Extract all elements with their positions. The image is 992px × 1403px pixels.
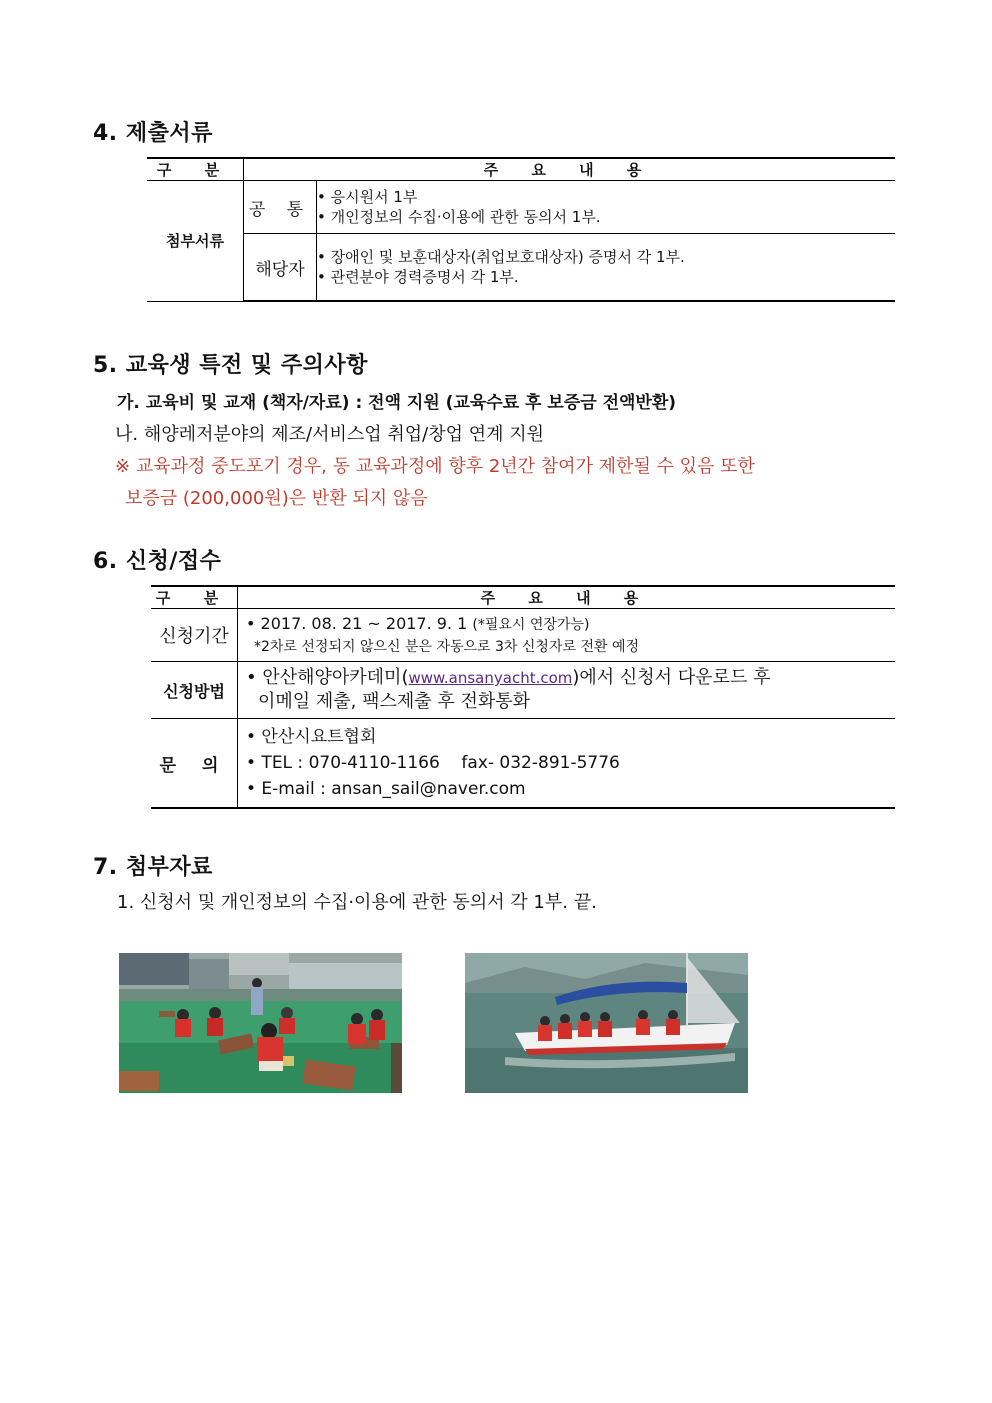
training-deck-photo	[119, 953, 402, 1093]
table-header-row	[151, 586, 895, 609]
sailing-yacht-photo	[465, 953, 748, 1093]
header-division: 구 분	[151, 586, 238, 609]
header-content: 주 요 내 용	[238, 586, 896, 609]
inquiry-label: 문 의	[151, 719, 238, 809]
section-5-title: 5. 교육생 특전 및 주의사항	[93, 353, 368, 378]
table-row	[151, 719, 895, 809]
table-row	[147, 181, 895, 234]
list-item: • 관련분야 경력증명서 각 1부.	[317, 268, 519, 286]
section-6-title: 6. 신청/접수	[93, 549, 222, 574]
training-deck-illustration	[119, 953, 402, 1093]
method-text: • 안산해양아카데미(	[246, 667, 409, 688]
list-item: • 안산시요트협회	[246, 727, 377, 747]
caution-note-line-2: 보증금 (200,000원)은 반환 되지 않음	[125, 488, 428, 509]
section-7-title: 7. 첨부자료	[93, 855, 213, 880]
period-label: 신청기간	[151, 609, 238, 662]
sailing-yacht-illustration	[465, 953, 748, 1093]
method-cell	[238, 662, 896, 719]
list-item: • 개인정보의 수집·이용에 관한 동의서 1부.	[317, 208, 601, 226]
list-item: • TEL : 070-4110-1166 fax- 032-891-5776	[246, 753, 620, 773]
table-row	[151, 609, 895, 662]
caution-note-line-1: ※ 교육과정 중도포기 경우, 동 교육과정에 향후 2년간 참여가 제한될 수 있음 또한	[115, 456, 755, 477]
list-item: • 장애인 및 보훈대상자(취업보호대상자) 증명서 각 1부.	[317, 248, 685, 266]
table-header-row	[147, 158, 895, 181]
common-label: 공 통	[244, 181, 317, 234]
table-row	[147, 234, 895, 302]
academy-website-link[interactable]: www.ansanyacht.com	[408, 669, 573, 687]
period-secondary-note: *2차로 선정되지 않으신 분은 자동으로 3차 신청자로 전환 예정	[254, 638, 639, 655]
method-label: 신청방법	[151, 662, 238, 719]
period-cell	[238, 609, 896, 662]
period-dates: • 2017. 08. 21 ~ 2017. 9. 1	[246, 613, 468, 633]
application-table	[151, 585, 895, 809]
header-content: 주 요 내 용	[244, 158, 896, 181]
method-line-2: 이메일 제출, 팩스제출 후 전화통화	[258, 691, 531, 712]
section-4-title: 4. 제출서류	[93, 121, 213, 146]
applicable-items	[317, 234, 896, 302]
attached-docs-label: 첨부서류	[147, 181, 244, 302]
submission-documents-table	[147, 157, 895, 302]
benefit-item-a: 가. 교육비 및 교재 (책자/자료) : 전액 지원 (교육수료 후 보증금 전액반환)	[117, 393, 677, 413]
attachment-item-1: 1. 신청서 및 개인정보의 수집·이용에 관한 동의서 각 1부. 끝.	[117, 892, 597, 913]
table-row	[151, 662, 895, 719]
list-item: • 응시원서 1부	[317, 188, 418, 206]
method-text-end: )에서 신청서 다운로드 후	[572, 667, 771, 688]
inquiry-cell	[238, 719, 896, 809]
period-extension-note: (*필요시 연장가능)	[472, 616, 590, 633]
benefit-item-b: 나. 해양레저분야의 제조/서비스업 취업/창업 연계 지원	[115, 424, 544, 445]
common-items	[317, 181, 896, 234]
header-division: 구 분	[147, 158, 244, 181]
list-item: • E-mail : ansan_sail@naver.com	[246, 779, 526, 799]
applicable-label: 해당자	[244, 234, 317, 302]
